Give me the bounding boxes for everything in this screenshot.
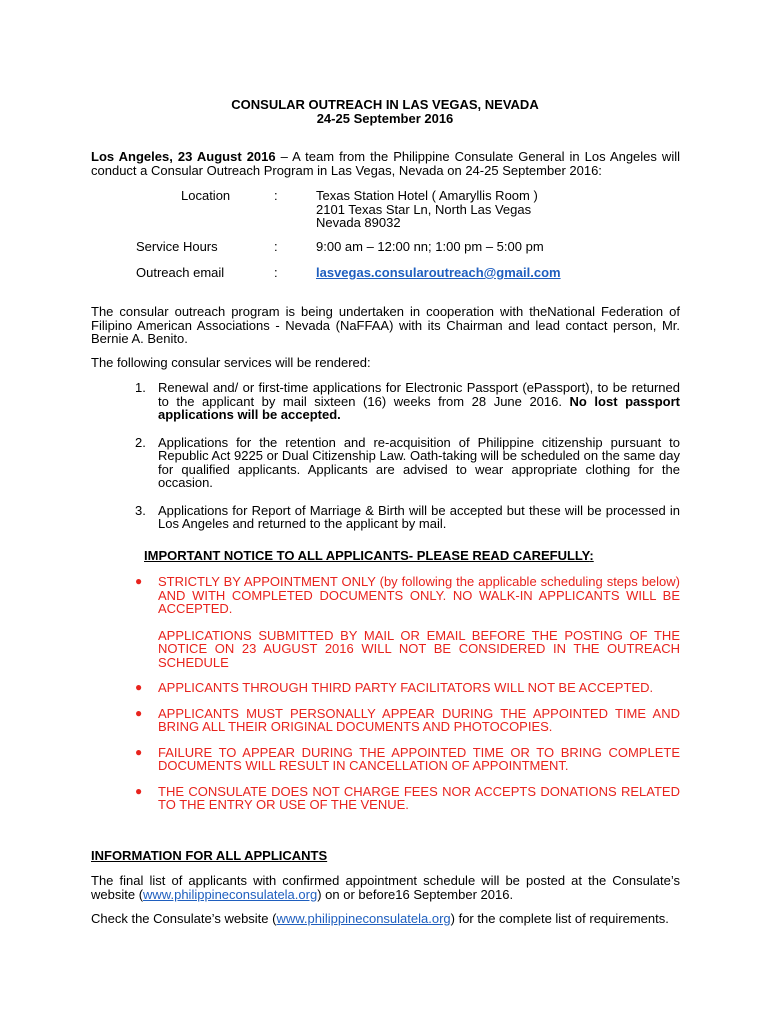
list-item	[91, 436, 680, 490]
list-item	[91, 746, 680, 773]
notice-heading	[144, 549, 594, 563]
notice-text: THE CONSULATE DOES NOT CHARGE FEES NOR ACCEPTS DONATIONS RELATED TO THE ENTRY OR USE OF THE VENUE.	[158, 783, 680, 812]
info-heading: INFORMATION FOR ALL APPLICANTS	[91, 848, 328, 863]
list-item	[91, 785, 680, 812]
location-line: 2101 Texas Star Ln, North Las Vegas	[316, 201, 532, 217]
cooperation-paragraph: The consular outreach program is being undertaken in cooperation with theNational Federation of Filipino American Associations - Nevada (NaFFAA) with its Chairman and lead contact person, Mr. Bernie A. Benito.	[91, 304, 680, 346]
item-number: 3.	[135, 502, 146, 518]
list-item	[91, 575, 680, 669]
bullet-icon: ●	[135, 705, 143, 720]
list-item	[91, 707, 680, 734]
item-text: Renewal and/ or first-time applications for Electronic Passport (ePassport), to be returned to the applicant by mail sixteen (16) weeks from 28 June 2016.	[158, 380, 680, 409]
list-item	[91, 681, 680, 695]
item-text: Applications for Report of Marriage & Birth will be accepted but these will be processed in Los Angeles and returned to the applicant by mail.	[158, 502, 680, 531]
intro-paragraph	[91, 150, 680, 177]
check-website-paragraph	[91, 912, 680, 926]
colon: :	[274, 188, 278, 203]
services-list	[91, 381, 680, 545]
item-number: 2.	[135, 434, 146, 450]
event-dates: 24-25 September 2016	[316, 111, 454, 126]
bullet-icon: ●	[135, 574, 143, 588]
list-item	[91, 381, 680, 422]
colon: :	[274, 239, 278, 254]
hours-value: 9:00 am – 12:00 nn; 1:00 pm – 5:00 pm	[316, 239, 544, 254]
notice-text: STRICTLY BY APPOINTMENT ONLY (by following the applicable scheduling steps below) AND WITH COMPLETED DOCUMENTS ONLY. NO WALK-IN APPLICANTS WILL BE ACCEPTED.	[158, 574, 680, 616]
bullet-icon: ●	[135, 783, 143, 798]
bullet-icon: ●	[135, 680, 143, 694]
item-text: Applications for the retention and re-acquisition of Philippine citizenship pursuant to Republic Act 9225 or Dual Citizenship Law. Oath-taking will be scheduled on the same day for qualified applicants. Applicants are advised to wear appropriate clothing for the occasion.	[158, 434, 680, 490]
notice-subtext: APPLICATIONS SUBMITTED BY MAIL OR EMAIL BEFORE THE POSTING OF THE NOTICE ON 23 AUGUST 2016 WILL NOT BE CONSIDERED IN THE OUTREACH SCHEDULE	[158, 627, 680, 670]
notice-text: APPLICANTS THROUGH THIRD PARTY FACILITATORS WILL NOT BE ACCEPTED.	[158, 680, 654, 695]
colon: :	[274, 265, 278, 280]
paragraph-text: Check the Consulate’s website (	[91, 911, 277, 926]
paragraph-text: The final list of applicants with confirmed appointment schedule will be posted at the Consulate’s website (	[91, 873, 680, 902]
services-intro: The following consular services will be rendered:	[91, 355, 371, 370]
email-label: Outreach email	[136, 265, 225, 280]
item-number: 1.	[135, 380, 146, 395]
hours-label: Service Hours	[136, 239, 218, 254]
notice-text: APPLICANTS MUST PERSONALLY APPEAR DURING THE APPOINTED TIME AND BRING ALL THEIR ORIGINAL DOCUMENTS AND PHOTOCOPIES.	[158, 705, 680, 734]
page-title: CONSULAR OUTREACH IN LAS VEGAS, NEVADA	[231, 97, 539, 112]
notice-text: FAILURE TO APPEAR DURING THE APPOINTED TIME OR TO BRING COMPLETE DOCUMENTS WILL RESULT IN CANCELLATION OF APPOINTMENT.	[158, 744, 680, 773]
intro-text: – A team from the Philippine Consulate General in Los Angeles will conduct a Consular Outreach Program in Las Vegas, Nevada on 24-25 September 2016:	[91, 149, 680, 178]
consulate-website-link[interactable]: www.philippineconsulatela.org	[143, 886, 318, 902]
list-item	[91, 504, 680, 531]
dateline: Los Angeles, 23 August 2016	[91, 149, 276, 164]
paragraph-text: ) for the complete list of requirements.	[450, 911, 669, 926]
notice-colon: :	[589, 548, 594, 563]
location-line: Texas Station Hotel ( Amaryllis Room )	[316, 188, 538, 203]
location-value	[316, 189, 676, 230]
bullet-icon: ●	[135, 744, 143, 759]
final-list-paragraph	[91, 874, 680, 901]
location-line: Nevada 89032	[316, 215, 401, 230]
item-bold-text: No lost passport applications will be accepted.	[158, 393, 680, 422]
notice-heading-text: IMPORTANT NOTICE TO ALL APPLICANTS- PLEASE READ CAREFULLY	[144, 548, 590, 563]
consulate-website-link[interactable]: www.philippineconsulatela.org	[276, 911, 451, 926]
location-label: Location	[181, 188, 231, 203]
notices-list	[91, 575, 680, 824]
email-link[interactable]: lasvegas.consularoutreach@gmail.com	[316, 265, 561, 280]
paragraph-text: ) on or before16 September 2016.	[317, 886, 514, 902]
